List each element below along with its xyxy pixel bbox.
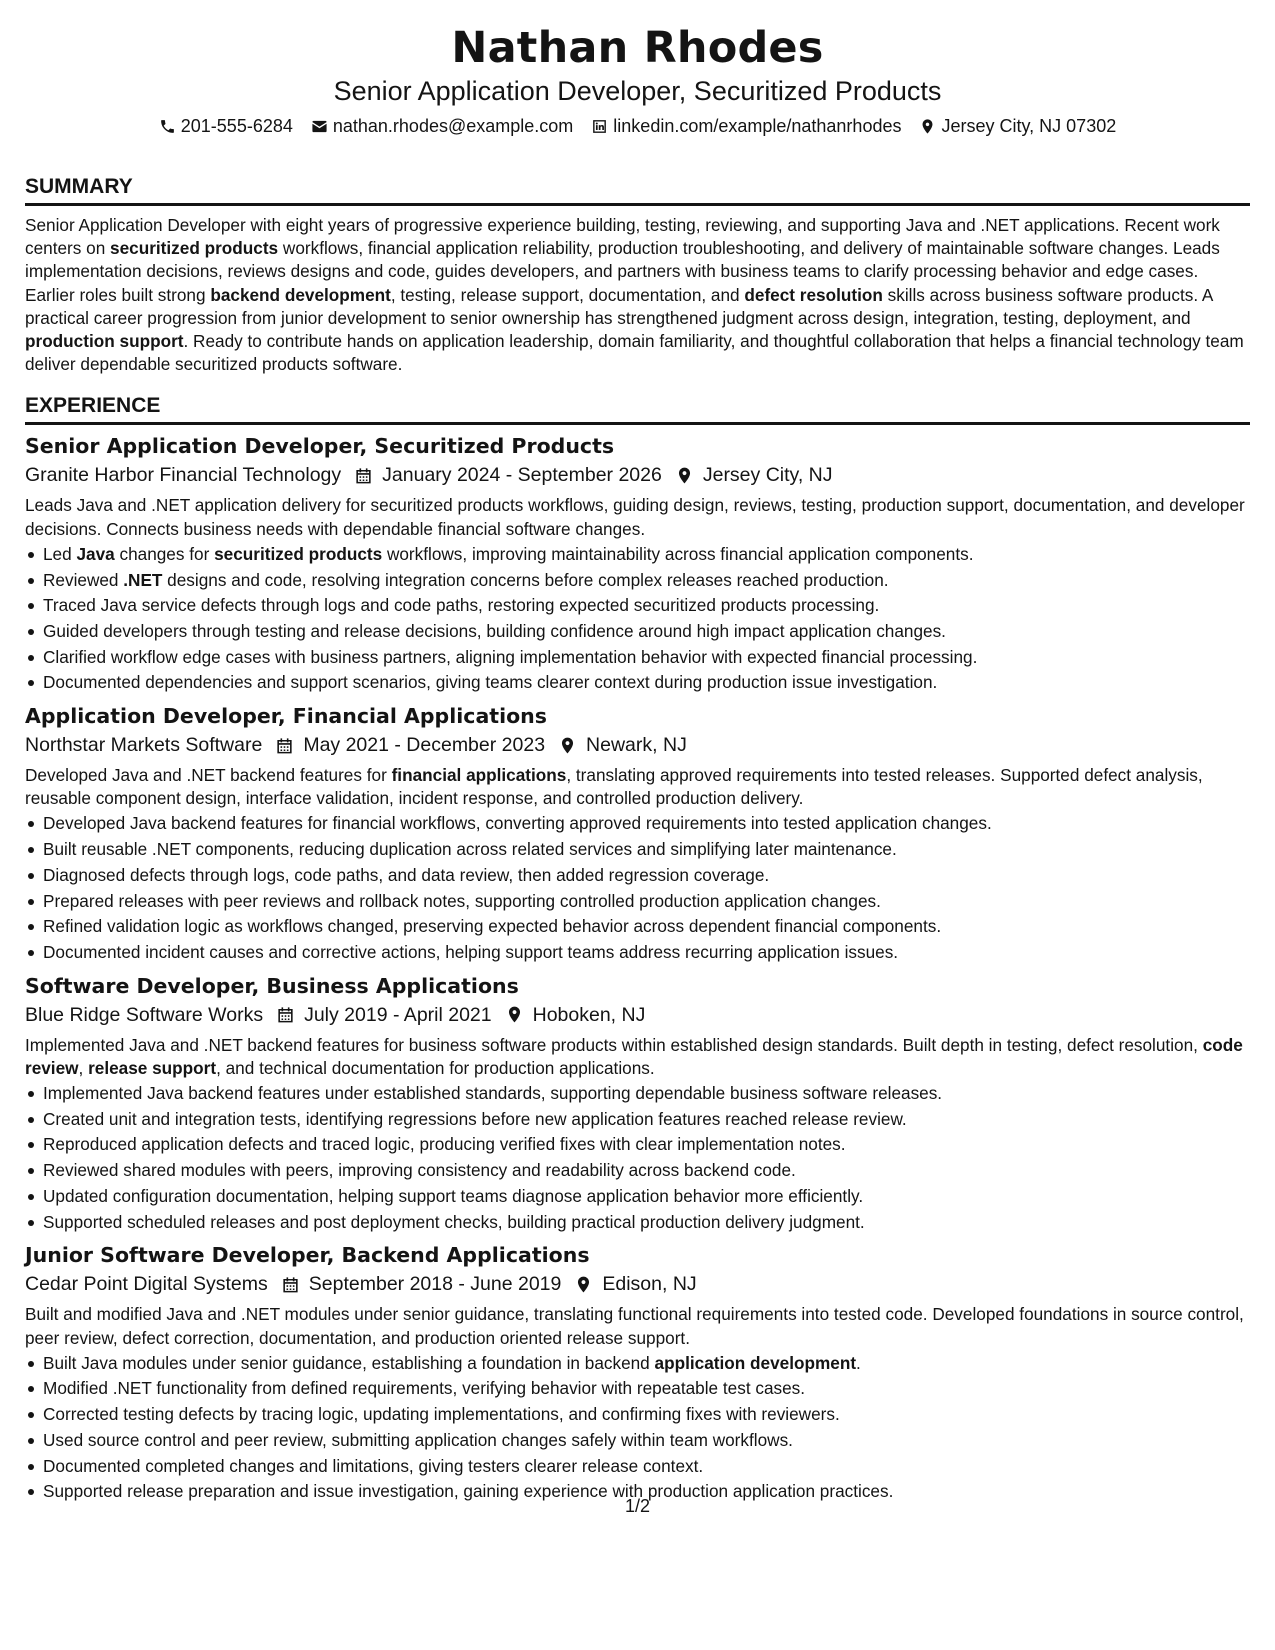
text-run: Documented completed changes and limitations, giving testers clearer release context. <box>43 1455 704 1476</box>
job-location <box>505 1001 646 1029</box>
emphasized-text: securitized products <box>214 543 383 564</box>
bullet-list <box>25 1351 1250 1505</box>
candidate-headline: Senior Application Developer, Securitized Products <box>333 76 942 106</box>
job-description <box>25 764 1250 810</box>
text-run: workflows, financial application reliability, production troubleshooting, and delivery of maintainable software changes. Leads implementation decisions, reviews designs and code, guides developers, and partners with business teams to clarify processing behavior and edge cases. Earlier roles built strong <box>25 238 1220 305</box>
bullet-item <box>25 1210 1250 1236</box>
contact-location <box>919 114 1116 138</box>
text-run: Implemented Java and .NET backend features for business software products within established design standards. Built depth in testing, defect resolution, <box>25 1034 1203 1055</box>
job-meta <box>25 461 1250 489</box>
text-run: Documented dependencies and support scenarios, giving teams clearer context during production issue investigation. <box>43 672 938 693</box>
summary-text <box>25 214 1250 376</box>
job-location-text: Edison, NJ <box>602 1273 697 1296</box>
calendar-icon <box>275 736 294 755</box>
job-title: Junior Software Developer, Backend Applications <box>25 1243 590 1268</box>
text-run: Diagnosed defects through logs, code paths, and data review, then added regression coverage. <box>43 864 770 885</box>
bullet-item <box>25 568 1250 594</box>
job-dates-text: July 2019 - April 2021 <box>304 1003 492 1026</box>
bullet-item <box>25 1132 1250 1158</box>
experience-entry <box>25 1242 1250 1505</box>
text-run: Modified .NET functionality from defined requirements, verifying behavior with repeatable test cases. <box>43 1378 806 1399</box>
summary-heading: SUMMARY <box>25 174 1250 206</box>
text-run: Led <box>43 543 77 564</box>
company-name: Granite Harbor Financial Technology <box>25 464 342 487</box>
text-run: Used source control and peer review, submitting application changes safely within team workflows. <box>43 1429 793 1450</box>
text-run: Traced Java service defects through logs and code paths, restoring expected securitized products processing. <box>43 595 880 616</box>
emphasized-text: defect resolution <box>744 284 883 305</box>
candidate-name: Nathan Rhodes <box>451 23 824 73</box>
job-title: Senior Application Developer, Securitized Products <box>25 434 615 459</box>
resume-page <box>25 0 1250 1505</box>
text-run: Leads Java and .NET application delivery for securitized products workflows, guiding design, reviews, testing, production support, documentation, and developer decisions. Connects business needs with dependable financial software changes. <box>25 495 1245 539</box>
map-pin-icon <box>505 1005 524 1024</box>
job-meta <box>25 1270 1250 1298</box>
map-pin-icon <box>675 466 694 485</box>
job-dates-text: May 2021 - December 2023 <box>303 734 546 757</box>
text-run: Senior Application Developer with eight years of progressive experience building, testing, reviewing, and supporting Java and .NET applications. Recent work centers on <box>25 215 1220 259</box>
text-run: Refined validation logic as workflows changed, preserving expected behavior across dependent financial components. <box>43 916 942 937</box>
emphasized-text: financial applications <box>391 765 567 786</box>
job-dates-text: January 2024 - September 2026 <box>382 464 662 487</box>
text-run: Updated configuration documentation, helping support teams diagnose application behavior more efficiently. <box>43 1185 864 1206</box>
company-name: Cedar Point Digital Systems <box>25 1273 268 1296</box>
bullet-item <box>25 593 1250 619</box>
phone-icon <box>159 118 176 135</box>
text-run: Developed Java and .NET backend features for <box>25 765 392 786</box>
text-run: , testing, release support, documentation, and <box>390 284 745 305</box>
text-run: designs and code, resolving integration concerns before complex releases reached production. <box>162 569 889 590</box>
text-run: Supported scheduled releases and post deployment checks, building practical production delivery judgment. <box>43 1211 865 1232</box>
page-number: 1/2 <box>624 1496 651 1516</box>
experience-entry <box>25 433 1250 696</box>
job-description <box>25 494 1250 540</box>
job-dates <box>281 1270 562 1298</box>
bullet-item <box>25 670 1250 696</box>
emphasized-text: Java <box>76 543 115 564</box>
text-run: Built and modified Java and .NET modules under senior guidance, translating functional requirements into tested code. Developed foundations in source control, peer review, defect correction, documentation, and production oriented release support. <box>25 1304 1244 1348</box>
job-location-text: Newark, NJ <box>586 734 687 757</box>
text-run: Documented incident causes and corrective actions, helping support teams address recurring application issues. <box>43 941 899 962</box>
text-run: Prepared releases with peer reviews and rollback notes, supporting controlled production application changes. <box>43 890 881 911</box>
map-pin-icon <box>558 736 577 755</box>
text-run: Built reusable .NET components, reducing duplication across related services and simplifying later maintenance. <box>43 839 897 860</box>
calendar-icon <box>276 1005 295 1024</box>
text-run: Created unit and integration tests, identifying regressions before new application features reached release review. <box>43 1108 907 1129</box>
text-run: , <box>78 1057 89 1078</box>
job-title: Application Developer, Financial Applications <box>25 704 547 729</box>
experience-entry <box>25 973 1250 1236</box>
company-name: Northstar Markets Software <box>25 734 263 757</box>
job-dates <box>275 731 545 759</box>
emphasized-text: securitized products <box>110 238 279 259</box>
job-location <box>558 731 687 759</box>
bullet-item <box>25 863 1250 889</box>
contact-linkedin-text: linkedin.com/example/nathanrhodes <box>613 116 902 136</box>
text-run: skills across business software products. A practical career progression from junior development to senior ownership has strengthened judgment across design, integration, testing, deployment, and <box>25 284 1213 328</box>
emphasized-text: production support <box>25 331 184 352</box>
bullet-list <box>25 811 1250 965</box>
text-run: Corrected testing defects by tracing logic, updating implementations, and confirming fixes with reviewers. <box>43 1404 840 1425</box>
bullet-item <box>25 837 1250 863</box>
bullet-list <box>25 542 1250 696</box>
text-run: , and technical documentation for production applications. <box>216 1057 655 1078</box>
text-run: Developed Java backend features for financial workflows, converting approved requirements into tested application changes. <box>43 813 992 834</box>
calendar-icon <box>354 466 373 485</box>
contact-linkedin[interactable] <box>591 114 901 138</box>
experience-entry <box>25 703 1250 966</box>
text-run: Reviewed shared modules with peers, improving consistency and readability across backend code. <box>43 1160 796 1181</box>
bullet-item <box>25 1107 1250 1133</box>
bullet-item <box>25 1184 1250 1210</box>
emphasized-text: backend development <box>210 284 391 305</box>
job-location-text: Jersey City, NJ <box>702 464 833 487</box>
text-run: Clarified workflow edge cases with business partners, aligning implementation behavior with expected financial processing. <box>43 646 978 667</box>
text-run: Implemented Java backend features under established standards, supporting dependable business software releases. <box>43 1083 943 1104</box>
bullet-item <box>25 1158 1250 1184</box>
bullet-item <box>25 1081 1250 1107</box>
contact-phone-text: 201-555-6284 <box>180 116 293 136</box>
map-pin-icon <box>574 1275 593 1294</box>
envelope-icon <box>311 118 328 135</box>
bullet-item <box>25 940 1250 966</box>
job-location <box>675 461 833 489</box>
linkedin-icon <box>591 118 608 135</box>
company-name: Blue Ridge Software Works <box>25 1003 264 1026</box>
bullet-item <box>25 1376 1250 1402</box>
job-location <box>574 1270 696 1298</box>
job-dates-text: September 2018 - June 2019 <box>308 1273 562 1296</box>
experience-heading: EXPERIENCE <box>25 393 1250 425</box>
contact-email-text: nathan.rhodes@example.com <box>332 116 574 136</box>
emphasized-text: .NET <box>123 569 163 590</box>
resume-header <box>25 0 1250 138</box>
job-description <box>25 1034 1250 1080</box>
bullet-list <box>25 1081 1250 1235</box>
contact-location-text: Jersey City, NJ 07302 <box>941 116 1117 136</box>
bullet-item <box>25 1454 1250 1480</box>
contact-phone[interactable] <box>159 114 293 138</box>
text-run: Built Java modules under senior guidance, establishing a foundation in backend <box>43 1352 655 1373</box>
text-run: . <box>856 1352 861 1373</box>
emphasized-text: application development <box>654 1352 857 1373</box>
experience-list <box>25 433 1250 1505</box>
job-dates <box>354 461 662 489</box>
bullet-item <box>25 914 1250 940</box>
emphasized-text: code review <box>25 1034 1243 1078</box>
bullet-item <box>25 1402 1250 1428</box>
bullet-item <box>25 889 1250 915</box>
job-title: Software Developer, Business Applications <box>25 973 519 998</box>
text-run: , translating approved requirements into tested releases. Supported defect analysis, reusable component design, interface validation, incident response, and controlled production delivery. <box>25 765 1203 809</box>
job-meta <box>25 1001 1250 1029</box>
text-run: workflows, improving maintainability across financial application components. <box>382 543 974 564</box>
bullet-item <box>25 1351 1250 1377</box>
bullet-item <box>25 619 1250 645</box>
contact-bar <box>25 114 1250 138</box>
calendar-icon <box>281 1275 300 1294</box>
bullet-item <box>25 1428 1250 1454</box>
job-dates <box>276 1001 492 1029</box>
text-run: Supported release preparation and issue investigation, gaining experience with production application practices. <box>43 1481 894 1502</box>
text-run: . Ready to contribute hands on application leadership, domain familiarity, and thoughtful collaboration that helps a financial technology team deliver dependable securitized products software. <box>25 331 1244 375</box>
text-run: Reproduced application defects and traced logic, producing verified fixes with clear implementation notes. <box>43 1134 846 1155</box>
map-pin-icon <box>919 118 936 135</box>
contact-email[interactable] <box>311 114 573 138</box>
bullet-item <box>25 542 1250 568</box>
text-run: changes for <box>114 543 215 564</box>
bullet-item <box>25 811 1250 837</box>
job-description <box>25 1303 1250 1349</box>
text-run: Guided developers through testing and release decisions, building confidence around high impact application changes. <box>43 620 946 641</box>
job-location-text: Hoboken, NJ <box>532 1003 646 1026</box>
job-meta <box>25 731 1250 759</box>
emphasized-text: release support <box>88 1057 217 1078</box>
bullet-item <box>25 645 1250 671</box>
text-run: Reviewed <box>43 569 124 590</box>
